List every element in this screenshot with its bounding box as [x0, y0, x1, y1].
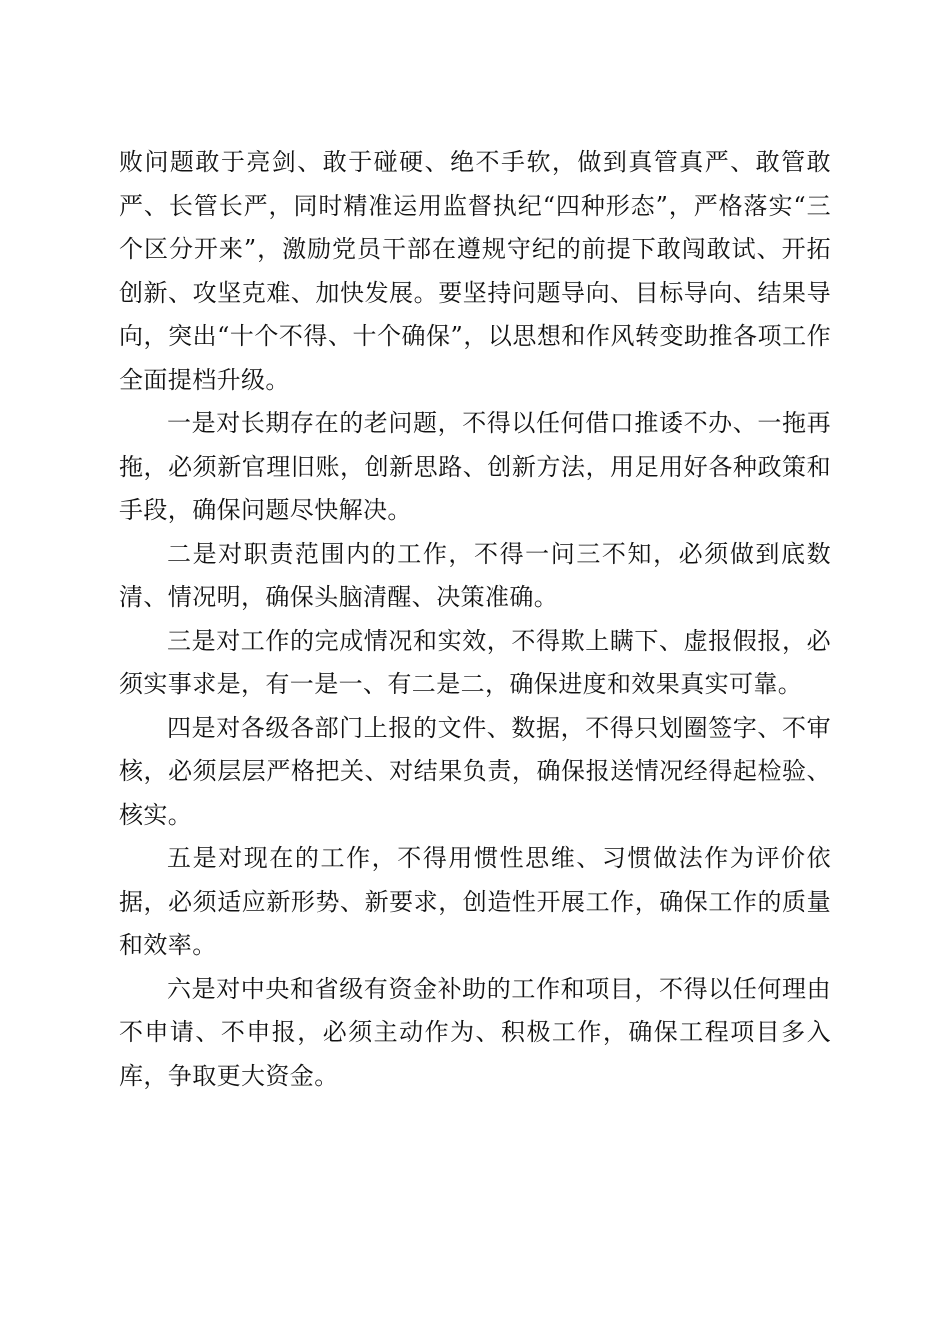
paragraph-item-3: 三是对工作的完成情况和实效，不得欺上瞒下、虚报假报，必须实事求是，有一是一、有二是二，确保进度和效果真实可靠。: [119, 626, 831, 698]
paragraph-continuation: 败问题敢于亮剑、敢于碰硬、绝不手软，做到真管真严、敢管敢严、长管长严，同时精准运用监督执纪“四种形态”，严格落实“三个区分开来”，激励党员干部在遵规守纪的前提下敢闯敢试、开拓创新、攻坚克难、加快发展。要坚持问题导向、目标导向、结果导向，突出“十个不得、十个确保”，以思想和作风转变助推各项工作全面提档升级。: [119, 148, 831, 394]
paragraph-item-1: 一是对长期存在的老问题，不得以任何借口推诿不办、一拖再拖，必须新官理旧账，创新思路、创新方法，用足用好各种政策和手段，确保问题尽快解决。: [119, 409, 831, 524]
paragraph-item-5: 五是对现在的工作，不得用惯性思维、习惯做法作为评价依据，必须适应新形势、新要求，创造性开展工作，确保工作的质量和效率。: [119, 844, 831, 959]
document-body: [119, 141, 831, 1098]
paragraph-item-4: 四是对各级各部门上报的文件、数据，不得只划圈签字、不审核，必须层层严格把关、对结果负责，确保报送情况经得起检验、核实。: [119, 713, 831, 829]
paragraph-item-6: 六是对中央和省级有资金补助的工作和项目，不得以任何理由不申请、不申报，必须主动作为、积极工作，确保工程项目多入库，争取更大资金。: [119, 974, 831, 1090]
paragraph-item-2: 二是对职责范围内的工作，不得一问三不知，必须做到底数清、情况明，确保头脑清醒、决策准确。: [119, 539, 831, 611]
